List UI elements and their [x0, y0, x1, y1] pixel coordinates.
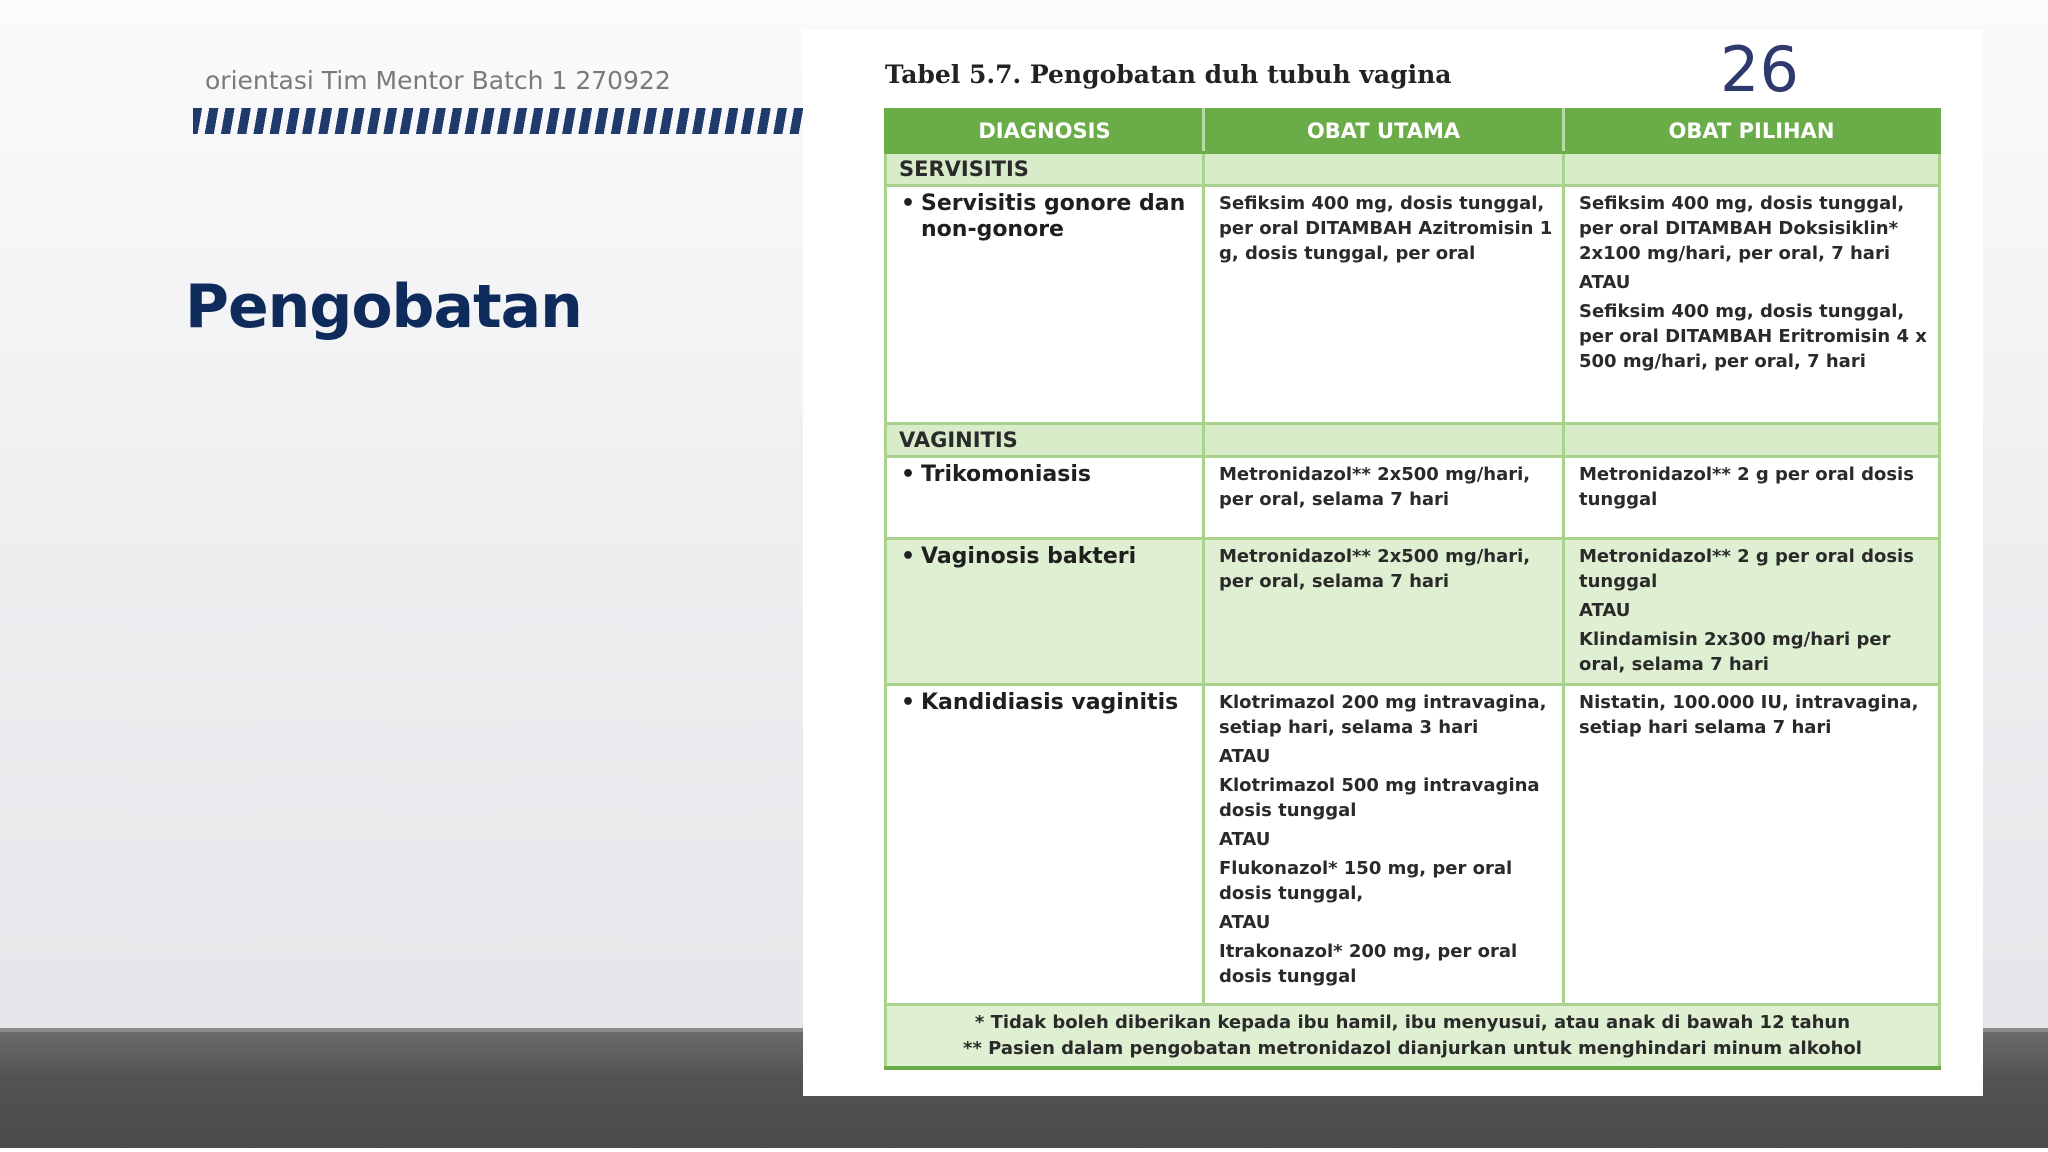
table-body — [886, 153, 1940, 1069]
footnote-cell — [886, 1005, 1940, 1069]
section-label: SERVISITIS — [886, 153, 1204, 186]
header-obat-utama: OBAT UTAMA — [1204, 110, 1564, 153]
section-row — [886, 424, 1940, 457]
treatment-text: Nistatin, 100.000 IU, intravagina, setiap hari selama 7 hari — [1579, 692, 1919, 738]
obat-utama-cell — [1204, 539, 1564, 685]
bullet-icon: • — [901, 690, 916, 715]
section-empty-cell — [1204, 424, 1564, 457]
table-caption: Tabel 5.7. Pengobatan duh tubuh vagina — [885, 60, 1452, 89]
bullet-icon: • — [901, 191, 916, 216]
section-row — [886, 153, 1940, 186]
treatment-text: ATAU — [1219, 829, 1271, 850]
treatment-text: Itrakonazol* 200 mg, per oral dosis tunggal — [1219, 941, 1518, 987]
footnote-text: * Tidak boleh diberikan kepada ibu hamil, ibu menyusui, atau anak di bawah 12 tahun — [974, 1012, 1851, 1033]
obat-pilihan-cell — [1564, 186, 1940, 424]
bullet-icon: • — [901, 462, 916, 487]
decorative-stripes — [193, 108, 805, 134]
diagnosis-label: Vaginosis bakteri — [921, 544, 1137, 569]
section-label: VAGINITIS — [886, 424, 1204, 457]
diagnosis-text — [901, 462, 1194, 488]
treatment-text: Sefiksim 400 mg, dosis tunggal, per oral DITAMBAH Eritromisin 4 x 500 mg/hari, per oral, 7 hari — [1579, 301, 1927, 372]
footnote-text: ** Pasien dalam pengobatan metronidazol dianjurkan untuk menghindari minum alkohol — [963, 1038, 1862, 1059]
obat-utama-cell — [1204, 685, 1564, 1005]
diagnosis-label: Servisitis gonore dan non-gonore — [921, 191, 1186, 242]
diagnosis-text — [901, 544, 1194, 570]
slide-number: 26 — [1720, 33, 1799, 106]
treatment-text: Klotrimazol 200 mg intravagina, setiap hari, selama 3 hari — [1219, 692, 1547, 738]
slide-subtitle: orientasi Tim Mentor Batch 1 270922 — [205, 66, 671, 95]
bullet-icon: • — [901, 544, 916, 569]
treatment-text: ATAU — [1219, 912, 1271, 933]
table-row — [886, 457, 1940, 539]
diagnosis-text — [901, 690, 1194, 716]
diagnosis-cell — [886, 539, 1204, 685]
treatment-text: ATAU — [1579, 272, 1631, 293]
diagnosis-label: Kandidiasis vaginitis — [921, 690, 1179, 715]
diagnosis-cell — [886, 186, 1204, 424]
bottom-edge — [0, 1148, 2048, 1152]
table-row — [886, 685, 1940, 1005]
treatment-text: Klotrimazol 500 mg intravagina dosis tunggal — [1219, 775, 1540, 821]
diagnosis-cell — [886, 685, 1204, 1005]
obat-pilihan-cell — [1564, 539, 1940, 685]
treatment-text: Sefiksim 400 mg, dosis tunggal, per oral DITAMBAH Doksisiklin* 2x100 mg/hari, per oral, 7 hari — [1579, 193, 1905, 264]
treatment-text: Metronidazol** 2x500 mg/hari, per oral, selama 7 hari — [1219, 546, 1531, 592]
obat-pilihan-cell — [1564, 685, 1940, 1005]
footnote-row — [886, 1005, 1940, 1069]
obat-pilihan-cell — [1564, 457, 1940, 539]
diagnosis-text — [901, 191, 1194, 243]
slide-title: Pengobatan — [185, 272, 582, 342]
section-empty-cell — [1204, 153, 1564, 186]
header-obat-pilihan: OBAT PILIHAN — [1564, 110, 1940, 153]
section-empty-cell — [1564, 153, 1940, 186]
treatment-text: ATAU — [1579, 600, 1631, 621]
treatment-table-container — [884, 108, 1938, 1070]
treatment-text: Sefiksim 400 mg, dosis tunggal, per oral DITAMBAH Azitromisin 1 g, dosis tunggal, per oral — [1219, 193, 1553, 264]
treatment-text: Metronidazol** 2x500 mg/hari, per oral, selama 7 hari — [1219, 464, 1531, 510]
header-diagnosis: DIAGNOSIS — [886, 110, 1204, 153]
table-header-row — [886, 110, 1940, 153]
table-row — [886, 186, 1940, 424]
treatment-text: ATAU — [1219, 746, 1271, 767]
diagnosis-cell — [886, 457, 1204, 539]
diagnosis-label: Trikomoniasis — [921, 462, 1091, 487]
section-empty-cell — [1564, 424, 1940, 457]
treatment-text: Metronidazol** 2 g per oral dosis tunggal — [1579, 546, 1914, 592]
treatment-text: Klindamisin 2x300 mg/hari per oral, selama 7 hari — [1579, 629, 1891, 675]
obat-utama-cell — [1204, 457, 1564, 539]
treatment-text: Metronidazol** 2 g per oral dosis tunggal — [1579, 464, 1914, 510]
table-row — [886, 539, 1940, 685]
obat-utama-cell — [1204, 186, 1564, 424]
treatment-text: Flukonazol* 150 mg, per oral dosis tunggal, — [1219, 858, 1513, 904]
treatment-table — [884, 108, 1941, 1070]
